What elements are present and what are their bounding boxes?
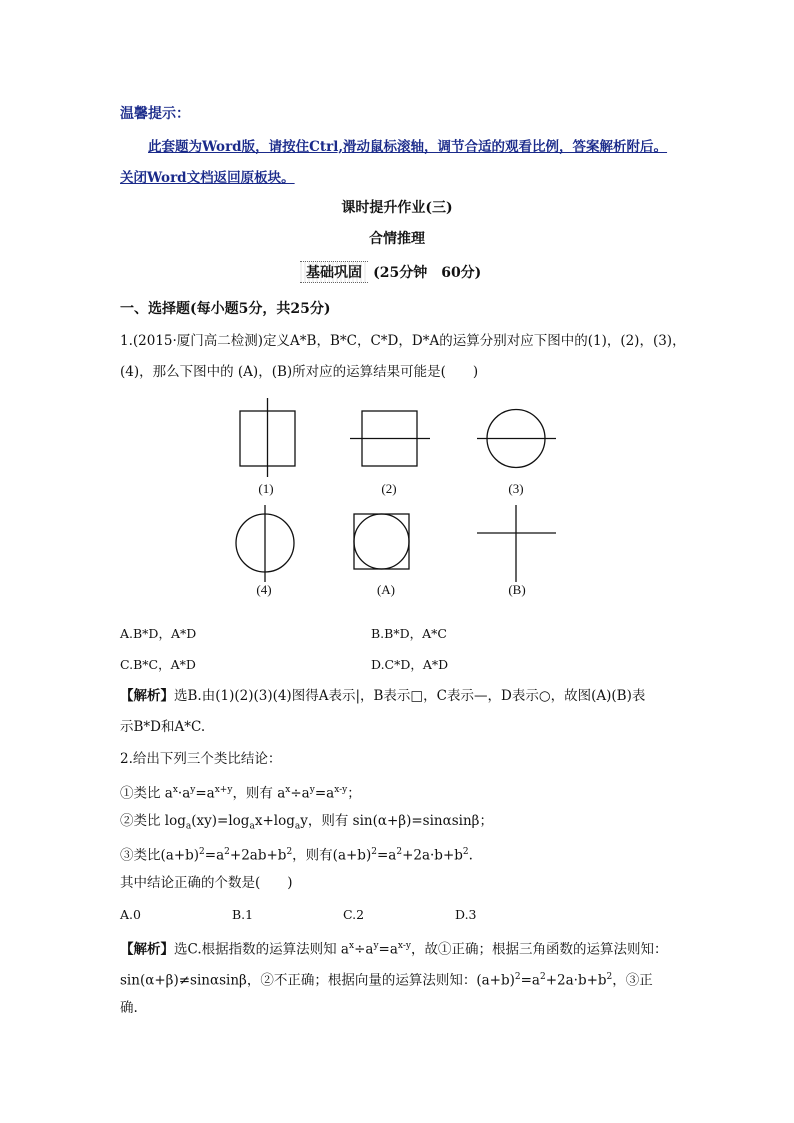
notice-heading: 温馨提示： <box>120 106 190 122</box>
figure-1-caption: (1) <box>258 481 274 496</box>
q1-stem-line2: (4)，那么下图中的 (A)，(B)所对应的运算结果可能是( ) <box>120 364 479 380</box>
q2-analysis-label: 【解析】 <box>120 941 174 958</box>
q2-option-c: C.2 <box>343 907 365 922</box>
q1-option-a: A.B*D，A*D <box>120 626 197 641</box>
section-tag: 基础巩固 <box>300 261 368 283</box>
figure-3 <box>477 410 556 468</box>
q2-item-1: ①类比 $a^x\cdot a^y=a^{x+y}$，则有 $a^x\div a^y=a^{x-y}$； <box>120 785 361 802</box>
figure-2 <box>350 411 430 466</box>
figure-A <box>354 514 409 569</box>
figure-B-caption: (B) <box>508 582 526 597</box>
notice-link-line2[interactable]: 关闭Word文档返回原板块。 <box>120 170 295 186</box>
q1-option-b: B.B*D，A*C <box>371 626 447 641</box>
time-score: (25分钟 60分) <box>373 265 482 281</box>
q1-analysis-label: 【解析】 <box>120 688 174 704</box>
figure-4-caption: (4) <box>256 582 272 597</box>
q2-question: 其中结论正确的个数是( ) <box>120 875 293 891</box>
figure-B <box>477 505 556 582</box>
q2-analysis-line1: 【解析】选C.根据指数的运算法则知 $a^x\div a^y=a^{x-y}$，故①正确；根据三角函数的运算法则知： <box>120 941 668 958</box>
q2-stem: 2.给出下列三个类比结论： <box>120 751 282 767</box>
figure-2-caption: (2) <box>381 481 397 496</box>
figure-A-circle <box>354 514 409 569</box>
q2-item-3: ③类比$(a+b)^2=a^2+2ab+b^2$，则有$(a+b)^2=a^2+2a\cdot b+b^2$. <box>120 847 473 864</box>
q1-analysis-text: 选B.由(1)(2)(3)(4)图得A表示|，B表示□，C表示—，D表示○，故图(A)(B)表 <box>174 688 646 704</box>
page-title: 课时提升作业(三) <box>341 200 453 216</box>
figure-4 <box>236 505 294 582</box>
q1-option-d: D.C*D，A*D <box>371 657 449 672</box>
q1-analysis-line2: 示B*D和A*C. <box>120 719 206 735</box>
q1-stem-line1: 1.(2015·厦门高二检测)定义A*B，B*C，C*D，D*A的运算分别对应下图中的(1)，(2)，(3)， <box>120 333 686 349</box>
notice-link-line1[interactable]: 此套题为Word版，请按住Ctrl,滑动鼠标滚轴，调节合适的观看比例，答案解析附后。 <box>148 139 668 155</box>
figure-3-caption: (3) <box>508 481 524 496</box>
q2-item-2: ②类比 $\log_a(xy)=\log_ax+\log_ay$，则有 sin(α+β)=sinαsinβ； <box>120 813 493 832</box>
q2-option-d: D.3 <box>455 907 477 922</box>
q1-option-c: C.B*C，A*D <box>120 657 196 672</box>
page-subtitle: 合情推理 <box>369 231 425 247</box>
figure-A-caption: (A) <box>376 582 396 597</box>
part-heading: 一、选择题(每小题5分，共25分) <box>120 301 331 317</box>
figure-1 <box>240 398 295 477</box>
q1-analysis-line1 <box>120 686 645 706</box>
q2-analysis-line2: sin(α+β)≠sinαsinβ，②不正确；根据向量的运算法则知：$(a+b)^2=a^2+2a\cdot b+b^2$，③正 <box>120 972 653 989</box>
q2-analysis-line3: 确. <box>120 1000 138 1016</box>
q2-option-b: B.1 <box>232 907 254 922</box>
q2-option-a: A.0 <box>120 907 141 922</box>
